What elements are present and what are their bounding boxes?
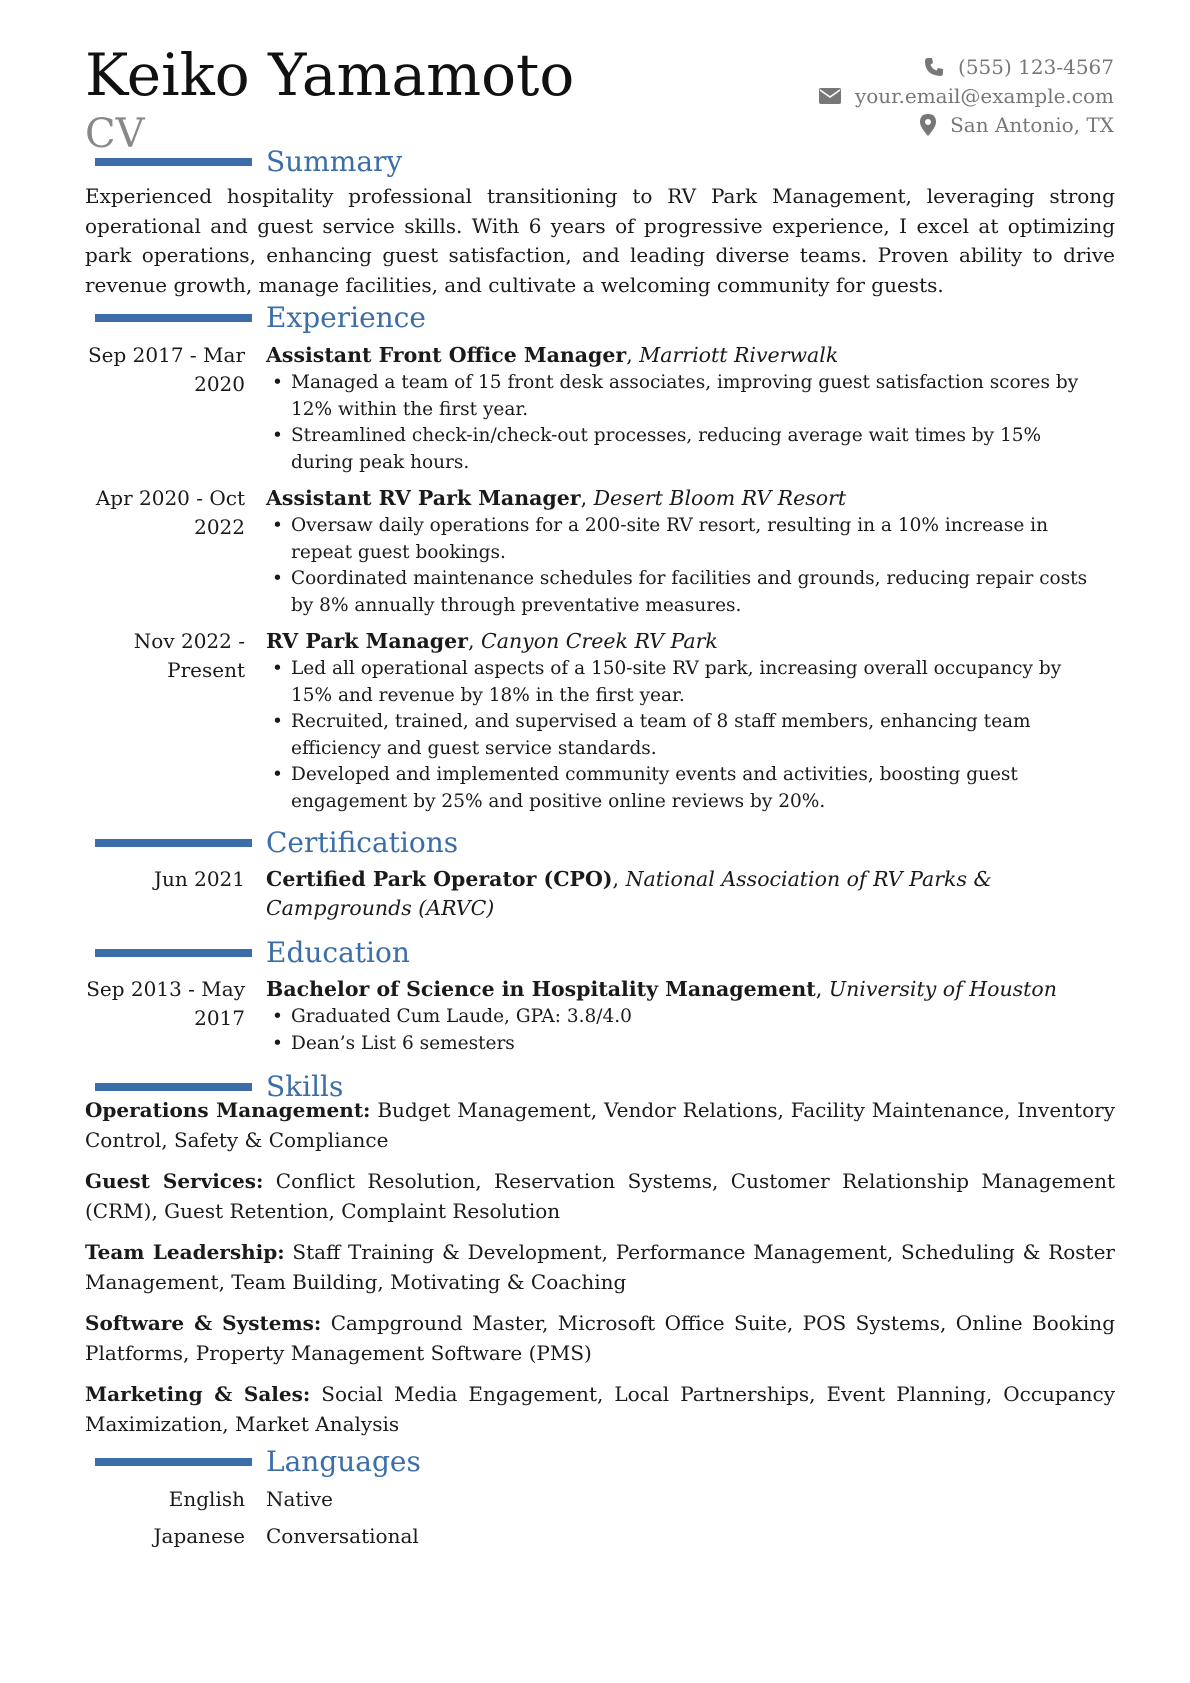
entry-body <box>266 484 1104 619</box>
language-name: English <box>168 1487 245 1511</box>
language-level: Native <box>266 1487 333 1511</box>
job-title: Assistant RV Park Manager <box>266 486 581 510</box>
job-title: RV Park Manager <box>266 629 468 653</box>
section-accent-bar <box>95 158 252 166</box>
issuing-organization: National Association of RV Parks & Campgrounds (ARVC) <box>266 867 992 920</box>
skill-category: Team Leadership: <box>85 1240 285 1264</box>
skill-group <box>85 1380 1115 1439</box>
job-title: Assistant Front Office Manager <box>266 343 627 367</box>
entry-dates: Sep 2017 - Mar 2020 <box>87 343 245 396</box>
section-title: Skills <box>266 1070 344 1103</box>
entry-heading: Bachelor of Science in Hospitality Management, University of Houston <box>266 977 1057 1001</box>
section-heading-education <box>95 936 410 970</box>
list-item: • Graduated Cum Laude, GPA: 3.8/4.0 <box>266 1004 1104 1031</box>
language-level: Conversational <box>266 1524 419 1548</box>
section-heading-languages <box>95 1445 421 1479</box>
bullet-list <box>266 513 1104 619</box>
skill-items: Social Media Engagement, Local Partnerships, Event Planning, Occupancy Maximization, Market Analysis <box>85 1382 1116 1436</box>
candidate-name: Keiko Yamamoto <box>85 41 575 109</box>
skill-group <box>85 1096 1115 1155</box>
list-item: • Coordinated maintenance schedules for facilities and grounds, reducing repair costs by 8% annually through preventative measures. <box>266 566 1104 619</box>
employer: Marriott Riverwalk <box>639 343 839 367</box>
list-item: • Developed and implemented community events and activities, boosting guest engagement by 25% and positive online reviews by 20%. <box>266 762 1104 815</box>
skill-items: Staff Training & Development, Performance Management, Scheduling & Roster Management, Team Building, Motivating & Coaching <box>85 1240 1115 1294</box>
contact-location <box>819 110 1114 139</box>
map-marker-icon <box>920 114 936 136</box>
envelope-icon <box>819 88 841 104</box>
section-accent-bar <box>95 1458 252 1466</box>
section-heading-experience <box>95 301 426 335</box>
section-title: Experience <box>266 301 426 334</box>
skill-items: Budget Management, Vendor Relations, Facility Maintenance, Inventory Control, Safety & Compliance <box>85 1098 1115 1152</box>
list-item: • Led all operational aspects of a 150-site RV park, increasing overall occupancy by 15% and revenue by 18% in the first year. <box>266 656 1104 709</box>
section-heading-certifications <box>95 826 458 860</box>
entry-dates: Apr 2020 - Oct 2022 <box>95 486 245 539</box>
contact-email <box>819 81 1114 110</box>
phone-text[interactable]: (555) 123-4567 <box>958 54 1114 79</box>
section-title: Education <box>266 936 410 969</box>
section-title: Summary <box>266 145 403 178</box>
document-title: CV <box>85 111 145 157</box>
list-item: • Dean’s List 6 semesters <box>266 1031 1104 1058</box>
section-accent-bar <box>95 839 252 847</box>
skill-items: Conflict Resolution, Reservation Systems, Customer Relationship Management (CRM), Guest Retention, Complaint Resolution <box>85 1169 1115 1223</box>
employer: Canyon Creek RV Park <box>481 629 718 653</box>
entry-body <box>266 627 1104 815</box>
entry-heading: Assistant Front Office Manager, Marriott Riverwalk <box>266 343 839 367</box>
entry-body <box>266 341 1104 476</box>
entry-heading: Certified Park Operator (CPO), National Association of RV Parks & Campgrounds (ARVC) <box>266 867 992 920</box>
degree: Bachelor of Science in Hospitality Management <box>266 977 816 1001</box>
language-name: Japanese <box>153 1524 245 1548</box>
list-item: • Oversaw daily operations for a 200-site RV resort, resulting in a 10% increase in repeat guest bookings. <box>266 513 1104 566</box>
skill-category: Operations Management: <box>85 1098 371 1122</box>
certification-name: Certified Park Operator (CPO) <box>266 867 613 891</box>
entry-heading: Assistant RV Park Manager, Desert Bloom RV Resort <box>266 486 847 510</box>
section-accent-bar <box>95 1083 252 1091</box>
skill-group <box>85 1167 1115 1226</box>
bullet-list <box>266 656 1104 815</box>
contact-phone <box>819 52 1114 81</box>
list-item: • Streamlined check-in/check-out processes, reducing average wait times by 15% during peak hours. <box>266 423 1104 476</box>
bullet-list <box>266 370 1104 476</box>
institution: University of Houston <box>828 977 1057 1001</box>
entry-dates: Sep 2013 - May 2017 <box>86 977 245 1030</box>
phone-icon <box>924 57 944 77</box>
location-text: San Antonio, TX <box>950 112 1114 137</box>
entry-dates: Jun 2021 <box>153 867 245 891</box>
skill-group <box>85 1238 1115 1297</box>
skill-category: Software & Systems: <box>85 1311 322 1335</box>
entry-dates: Nov 2022 - Present <box>133 629 245 682</box>
entry-body <box>266 865 1104 923</box>
list-item: • Managed a team of 15 front desk associates, improving guest satisfaction scores by 12% within the first year. <box>266 370 1104 423</box>
entry-body <box>266 975 1104 1057</box>
employer: Desert Bloom RV Resort <box>593 486 847 510</box>
email-link[interactable]: your.email@example.com <box>854 83 1114 108</box>
section-accent-bar <box>95 314 252 322</box>
contact-block <box>819 52 1114 139</box>
skill-category: Marketing & Sales: <box>85 1382 311 1406</box>
entry-heading: RV Park Manager, Canyon Creek RV Park <box>266 629 718 653</box>
section-title: Certifications <box>266 826 459 859</box>
section-heading-summary <box>95 145 402 179</box>
skills-list <box>85 1096 1115 1451</box>
skill-group <box>85 1309 1115 1368</box>
list-item: • Recruited, trained, and supervised a team of 8 staff members, enhancing team efficiency and guest service standards. <box>266 709 1104 762</box>
summary-text: Experienced hospitality professional transitioning to RV Park Management, leveraging strong operational and guest service skills. With 6 years of progressive experience, I excel at optimizing park operations, enhancing guest satisfaction, and leading diverse teams. Proven ability to drive revenue growth, manage facilities, and cultivate a welcoming community for guests. <box>85 184 1115 297</box>
section-accent-bar <box>95 949 252 957</box>
bullet-list <box>266 1004 1104 1057</box>
skill-category: Guest Services: <box>85 1169 264 1193</box>
skill-items: Campground Master, Microsoft Office Suite, POS Systems, Online Booking Platforms, Property Management Software (PMS) <box>85 1311 1115 1365</box>
section-title: Languages <box>266 1445 421 1478</box>
